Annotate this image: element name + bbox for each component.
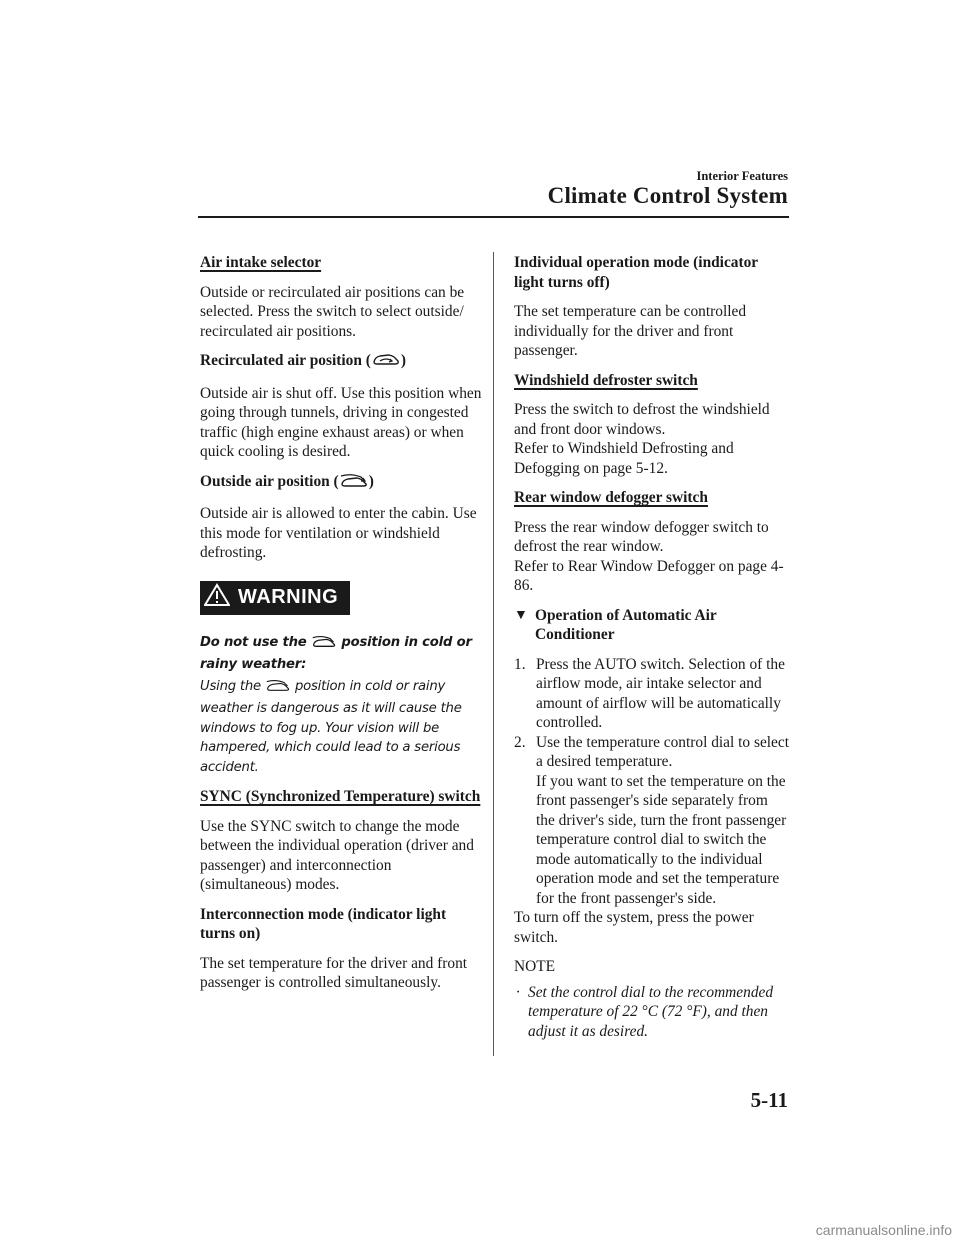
air-intake-text: Outside or recirculated air positions can be selected. Press the switch to select outside/ recirculated air positions. bbox=[200, 283, 465, 340]
rear-defogger-text: Press the rear window defogger switch to defrost the rear window. Refer to Rear Window Defogger on page 4-86. bbox=[514, 518, 784, 594]
air-intake-heading: Air intake selector bbox=[200, 254, 322, 271]
outside-air-text: Outside air is allowed to enter the cabin. Use this mode for ventilation or windshield defrosting. bbox=[200, 505, 477, 561]
outside-air-heading: Outside air position ( ) bbox=[200, 472, 482, 495]
operation-heading: ▼ Operation of Automatic Air Conditioner bbox=[514, 606, 717, 643]
header-section: Interior Features bbox=[696, 169, 788, 183]
warning-label: WARNING bbox=[200, 581, 350, 615]
triangle-down-icon: ▼ bbox=[514, 607, 528, 623]
outside-air-icon bbox=[339, 473, 369, 495]
interconnection-heading: Interconnection mode (indicator light turns on) bbox=[200, 905, 447, 942]
warning-heading: Do not use the position in cold or rainy weather: bbox=[200, 634, 472, 672]
recirc-text: Outside air is shut off. Use this position when going through tunnels, driving in congested traffic (high engine exhaust areas) or when quick cooling is desired. bbox=[200, 384, 482, 460]
sync-heading: SYNC (Synchronized Temperature) switch bbox=[200, 788, 481, 805]
column-divider bbox=[493, 252, 494, 1056]
right-column bbox=[514, 253, 790, 1041]
windshield-text: Press the switch to defrost the windshield and front door windows. Refer to Windshield Defrosting and Defogging on page 5-12. bbox=[514, 401, 770, 477]
warning-body: Using the position in cold or rainy weather is dangerous as it will cause the windows to fog up. Your vision will be hampered, which could lead to a serious accident. bbox=[200, 678, 462, 775]
individual-text: The set temperature can be controlled individually for the driver and front passenger. bbox=[514, 303, 747, 359]
recirculated-air-icon bbox=[371, 352, 401, 374]
steps-list bbox=[514, 655, 790, 909]
individual-heading: Individual operation mode (indicator light turns off) bbox=[514, 254, 758, 291]
warning-triangle-icon bbox=[204, 583, 230, 612]
watermark: carmanualsonline.info bbox=[815, 1222, 952, 1238]
interconnection-text: The set temperature for the driver and front passenger is controlled simultaneously. bbox=[200, 954, 468, 991]
turn-off-text: To turn off the system, press the power switch. bbox=[514, 909, 754, 946]
list-item: 2. Use the temperature control dial to select a desired temperature. If you want to set the temperature on the front passenger's side separately from the driver's side, turn the front passenger temperature control dial to switch the mode automatically to the individual operation mode and set the temperature for the front passenger's side. bbox=[514, 733, 789, 907]
outside-air-icon bbox=[311, 635, 337, 656]
page-number: 5-11 bbox=[750, 1088, 788, 1112]
note-label: NOTE bbox=[514, 958, 556, 975]
page-title: Climate Control System bbox=[547, 183, 788, 208]
list-item: 1. Press the AUTO switch. Selection of the airflow mode, air intake selector and amount of airflow will be automatically controlled. bbox=[514, 655, 785, 731]
outside-air-icon bbox=[265, 679, 291, 700]
left-column bbox=[200, 253, 482, 1003]
sync-text: Use the SYNC switch to change the mode between the individual operation (driver and passenger) and interconnection (simultaneous) modes. bbox=[200, 817, 474, 893]
rear-defogger-heading: Rear window defogger switch bbox=[514, 489, 708, 506]
recirc-heading: Recirculated air position ( ) bbox=[200, 351, 482, 374]
note-item: · Set the control dial to the recommended temperature of 22 °C (72 °F), and then adjust it as desired. bbox=[516, 983, 774, 1040]
header-rule bbox=[198, 216, 789, 218]
windshield-heading: Windshield defroster switch bbox=[514, 371, 698, 389]
